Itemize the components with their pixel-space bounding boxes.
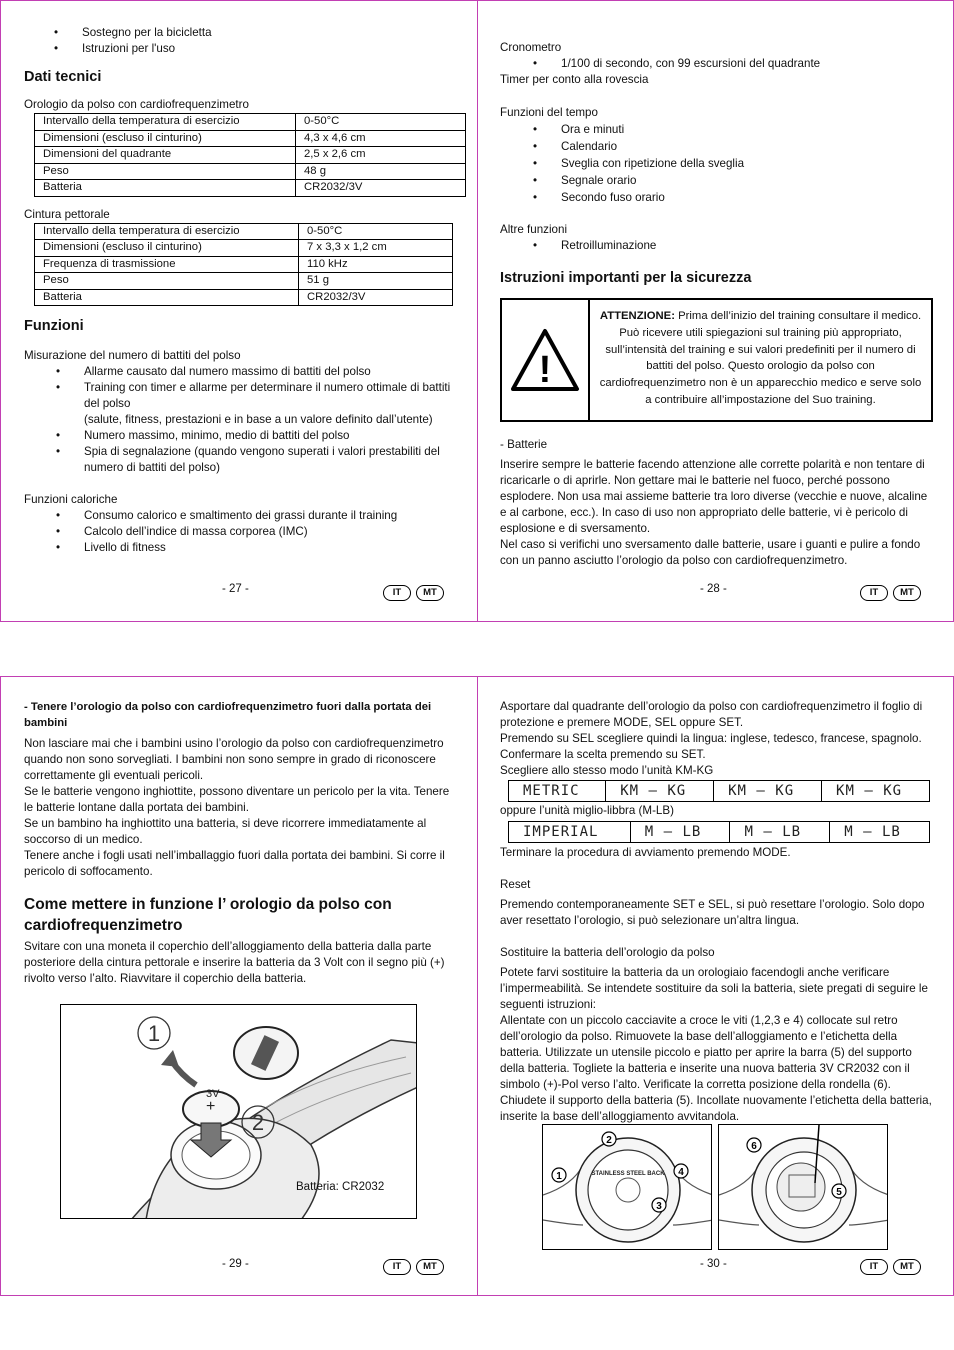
spec-value: 4,3 x 4,6 cm bbox=[296, 130, 466, 147]
warning-label: ATTENZIONE: bbox=[599, 310, 675, 322]
chrono-list bbox=[501, 56, 932, 72]
lang-badge-it: IT bbox=[383, 585, 411, 601]
list-item: • Secondo fuso orario bbox=[501, 189, 932, 206]
table-row bbox=[35, 180, 466, 197]
section-title-setup: Come mettere in funzione l’ orologio da polso con cardiofrequenzimetro bbox=[24, 896, 392, 934]
lcd-imperial-row bbox=[508, 821, 930, 843]
spec-label: Peso bbox=[35, 163, 296, 180]
list-item: • Istruzioni per l'uso bbox=[22, 41, 464, 57]
washer-label-6: 6 bbox=[751, 1141, 757, 1152]
lcd-cell: KM – KG bbox=[714, 781, 822, 802]
battery-plus-label: + bbox=[206, 1098, 216, 1115]
lcd-cell: IMPERIAL bbox=[509, 822, 631, 843]
table-row bbox=[35, 223, 453, 240]
page-number: - 28 - bbox=[700, 583, 727, 595]
setup-text: Svitare con una moneta il coperchio dell’alloggiamento della batteria dalla parte posteriore della cintura pettorale e inserire la batteria da 3 Volt con il segno più (+) rivolto verso l’alto. Riavvitare il coperchio della batteria. bbox=[24, 940, 445, 985]
lang-badge-it: IT bbox=[860, 585, 888, 601]
spec-value: 48 g bbox=[296, 163, 466, 180]
language-badges bbox=[383, 1259, 444, 1275]
kids-heading: - Tenere l’orologio da polso con cardiofrequenzimetro fuori dalla portata dei bambini bbox=[24, 701, 432, 729]
screw-label-3: 3 bbox=[656, 1201, 662, 1212]
screw-label-1: 1 bbox=[556, 1171, 562, 1182]
page-number: - 27 - bbox=[222, 583, 249, 595]
table-row bbox=[35, 163, 466, 180]
warning-exclamation: ! bbox=[538, 349, 552, 391]
language-badges bbox=[383, 585, 444, 601]
pulse-heading: Misurazione del numero di battiti del polso bbox=[24, 349, 241, 362]
lang-badge-mt: MT bbox=[893, 1259, 921, 1275]
list-item: • Numero massimo, minimo, medio di battiti del polso bbox=[24, 428, 464, 444]
back-engraving: STAINLESS STEEL BACK bbox=[591, 1171, 665, 1177]
spec-label: Dimensioni del quadrante bbox=[35, 147, 296, 164]
spec-value: 110 kHz bbox=[299, 256, 453, 273]
spec-label: Frequenza di trasmissione bbox=[35, 256, 299, 273]
step-2-label: 2 bbox=[251, 1110, 265, 1135]
page-30-content bbox=[500, 699, 932, 1125]
lcd-cell: KM – KG bbox=[822, 781, 930, 802]
list-item: • Livello di fitness bbox=[24, 540, 464, 556]
warning-body: Prima dell’inizio del training consultare il medico. Può ricevere utili spiegazioni sul training più appropriato, sull’intensità del training e sui valori predefiniti per il numero di battiti del polso. Questo orologio da polso con cardiofrequenzimetro non è un apparecchio medico e serve solo a contribuire all’impostazione del Suo training. bbox=[599, 310, 922, 406]
lang-badge-mt: MT bbox=[893, 585, 921, 601]
screw-label-4: 4 bbox=[678, 1167, 684, 1178]
page-27-content bbox=[24, 25, 464, 556]
watch-back-illustration bbox=[543, 1125, 712, 1250]
warning-box bbox=[500, 298, 933, 422]
spec-value: 0-50°C bbox=[299, 223, 453, 240]
spec-label: Intervallo della temperatura di esercizio bbox=[35, 114, 296, 131]
list-item: • Consumo calorico e smaltimento dei grassi durante il training bbox=[24, 508, 464, 524]
figure-caption: Batteria: CR2032 bbox=[296, 1181, 385, 1193]
list-item: • Spia di segnalazione (quando vengono superati i valori prestabiliti del numero di battiti del polso) bbox=[24, 444, 464, 476]
list-item: • Sveglia con ripetizione della sveglia bbox=[501, 155, 932, 172]
table-row bbox=[35, 114, 466, 131]
watch-back-figure bbox=[542, 1124, 712, 1250]
calorie-list bbox=[24, 508, 464, 556]
other-list bbox=[501, 238, 932, 254]
replace-text: Potete farvi sostituire la batteria da un orologiaio facendogli anche verificare l’impermeabilità. Se intendete sostituire da soli la batteria, siete pregati di seguire le seguenti istruzioni: Allentate con un piccolo cacciavite a croce le viti (1,2,3 e 4) collocate sul retro dell’orologio da polso. Rimuovete la base dell’alloggiamento e l’etichetta della batteria. Utilizzate un utensile piccolo e piatto per aprire la barra (5) del supporto della batteria. Togliete la batteria e inserite una nuova batteria 3V CR2032 con il simbolo (+)-Pol verso l’alto. Verificate la corretta posizione della rondella (6). Chiudete il supporto della batteria (5). Incollate nuovamente l’etichetta della batteria, inserite la base dell’alloggiamento avvitandola. bbox=[500, 966, 932, 1123]
lcd-cell: KM – KG bbox=[606, 781, 714, 802]
other-heading: Altre funzioni bbox=[500, 223, 568, 236]
battery-section bbox=[500, 437, 932, 569]
watch-heading: Orologio da polso con cardiofrequenzimetro bbox=[24, 98, 249, 111]
battery-heading: - Batterie bbox=[500, 438, 548, 451]
table-row bbox=[35, 130, 466, 147]
spec-value: 0-50°C bbox=[296, 114, 466, 131]
battery-voltage-label: 3V bbox=[206, 1088, 220, 1100]
spec-value: CR2032/3V bbox=[299, 289, 453, 306]
list-item: • Training con timer e allarme per determinare il numero ottimale di battiti del polso (salute, fitness, prestazioni e in base a un valore definito dall’utente) bbox=[24, 380, 464, 428]
language-badges bbox=[860, 1259, 921, 1275]
watch-spec-table bbox=[34, 113, 466, 197]
bar-label-5: 5 bbox=[836, 1187, 842, 1198]
spec-label: Batteria bbox=[35, 180, 296, 197]
list-item: • Calendario bbox=[501, 138, 932, 155]
time-list bbox=[501, 121, 932, 206]
watch-open-figure bbox=[718, 1124, 888, 1250]
spec-label: Dimensioni (escluso il cinturino) bbox=[35, 130, 296, 147]
section-title-safety: Istruzioni importanti per la sicurezza bbox=[500, 270, 752, 286]
pulse-list bbox=[24, 364, 464, 476]
spec-value: 7 x 3,3 x 1,2 cm bbox=[299, 240, 453, 257]
list-item: • Calcolo dell’indice di massa corporea (IMC) bbox=[24, 524, 464, 540]
spec-label: Dimensioni (escluso il cinturino) bbox=[35, 240, 299, 257]
page-29-content bbox=[24, 699, 454, 987]
lcd-cell: M – LB bbox=[630, 822, 730, 843]
lang-badge-mt: MT bbox=[416, 1259, 444, 1275]
page-28-content bbox=[500, 40, 932, 288]
calorie-heading: Funzioni caloriche bbox=[24, 493, 118, 506]
list-item: • Ora e minuti bbox=[501, 121, 932, 138]
timer-heading: Timer per conto alla rovescia bbox=[500, 73, 649, 86]
lang-badge-it: IT bbox=[860, 1259, 888, 1275]
kids-text: Non lasciare mai che i bambini usino l’orologio da polso con cardiofrequenzimetro quando non sono sorvegliati. I bambini non sono sempre in grado di riconoscere correttamente gli eventuali pericoli. Se le batterie vengono inghiottite, possono diventare un pericolo per la vita. Tenere le batterie lontane dalla portata dei bambini. Se un bambino ha inghiottito una batteria, si deve ricorrere immediatamente al soccorso di un medico. Tenere anche i fogli usati nell’imballaggio fuori dalla portata dei bambini. Si corre il pericolo di soffocamento. bbox=[24, 737, 450, 878]
page-number: - 29 - bbox=[222, 1258, 249, 1270]
warning-text bbox=[590, 300, 931, 420]
lang-badge-mt: MT bbox=[416, 585, 444, 601]
screw-label-2: 2 bbox=[606, 1135, 612, 1146]
table-row bbox=[35, 273, 453, 290]
time-heading: Funzioni del tempo bbox=[500, 106, 598, 119]
mid-text: oppure l’unità miglio-libbra (M-LB) bbox=[500, 804, 674, 817]
lcd-cell: METRIC bbox=[509, 781, 606, 802]
lcd-metric-row bbox=[508, 780, 930, 802]
chrono-heading: Cronometro bbox=[500, 41, 562, 54]
language-badges bbox=[860, 585, 921, 601]
page-number: - 30 - bbox=[700, 1258, 727, 1270]
section-title-functions: Funzioni bbox=[24, 318, 84, 334]
spec-label: Batteria bbox=[35, 289, 299, 306]
list-item: • Retroilluminazione bbox=[501, 238, 932, 254]
spec-value: 51 g bbox=[299, 273, 453, 290]
list-item: • Segnale orario bbox=[501, 172, 932, 189]
lcd-cell: M – LB bbox=[830, 822, 930, 843]
section-title-tech: Dati tecnici bbox=[24, 69, 102, 85]
step-1-label: 1 bbox=[147, 1021, 161, 1046]
table-row bbox=[35, 147, 466, 164]
warning-icon-cell bbox=[502, 300, 590, 420]
list-item: • Sostegno per la bicicletta bbox=[22, 25, 464, 41]
reset-text: Premendo contemporaneamente SET e SEL, si può resettare l’orologio. Solo dopo aver resettato l’orologio, si può selezionare un’altra lingua. bbox=[500, 898, 925, 927]
spec-label: Peso bbox=[35, 273, 299, 290]
top-list bbox=[22, 25, 464, 57]
list-item: • Allarme causato dal numero massimo di battiti del polso bbox=[24, 364, 464, 380]
table-row bbox=[35, 240, 453, 257]
intro-text: Asportare dal quadrante dell’orologio da polso con cardiofrequenzimetro il foglio di protezione e premere MODE, SEL oppure SET. Premendo su SEL scegliere quindi la lingua: inglese, tedesco, francese, spagnolo. Confermare la scelta premendo su SET. Scegliere allo stesso modo l’unità KM-KG bbox=[500, 700, 923, 777]
lang-badge-it: IT bbox=[383, 1259, 411, 1275]
table-row bbox=[35, 289, 453, 306]
belt-spec-table bbox=[34, 223, 453, 307]
lcd-cell: M – LB bbox=[730, 822, 830, 843]
battery-text: Inserire sempre le batterie facendo attenzione alle corrette polarità e non tentare di ricaricarle o di aprirle. Non gettare mai le batterie nel fuoco, perché possono esplodere. Non usa mai assieme batterie tra loro diverse (vecchie e nuove, alcaline e al carbone, ecc.). In caso di uso non appropriato delle batterie, vi è pericolo di esplosione e di sversamento. Nel caso si verifichi uno sversamento dalle batterie, usare i guanti e pulire a fondo con un panno asciutto l’orologio da polso con cardiofrequenzimetro. bbox=[500, 458, 928, 567]
reset-heading: Reset bbox=[500, 878, 531, 891]
spec-value: 2,5 x 2,6 cm bbox=[296, 147, 466, 164]
watch-open-illustration bbox=[719, 1125, 888, 1250]
chest-belt-battery-figure bbox=[60, 1004, 417, 1219]
spec-value: CR2032/3V bbox=[296, 180, 466, 197]
belt-heading: Cintura pettorale bbox=[24, 207, 110, 221]
table-row bbox=[35, 256, 453, 273]
warning-triangle-icon bbox=[510, 328, 580, 392]
replace-heading: Sostituire la batteria dell’orologio da polso bbox=[500, 946, 715, 959]
list-item: • 1/100 di secondo, con 99 escursioni del quadrante bbox=[501, 56, 932, 72]
spec-label: Intervallo della temperatura di esercizio bbox=[35, 223, 299, 240]
end-text: Terminare la procedura di avviamento premendo MODE. bbox=[500, 846, 791, 859]
